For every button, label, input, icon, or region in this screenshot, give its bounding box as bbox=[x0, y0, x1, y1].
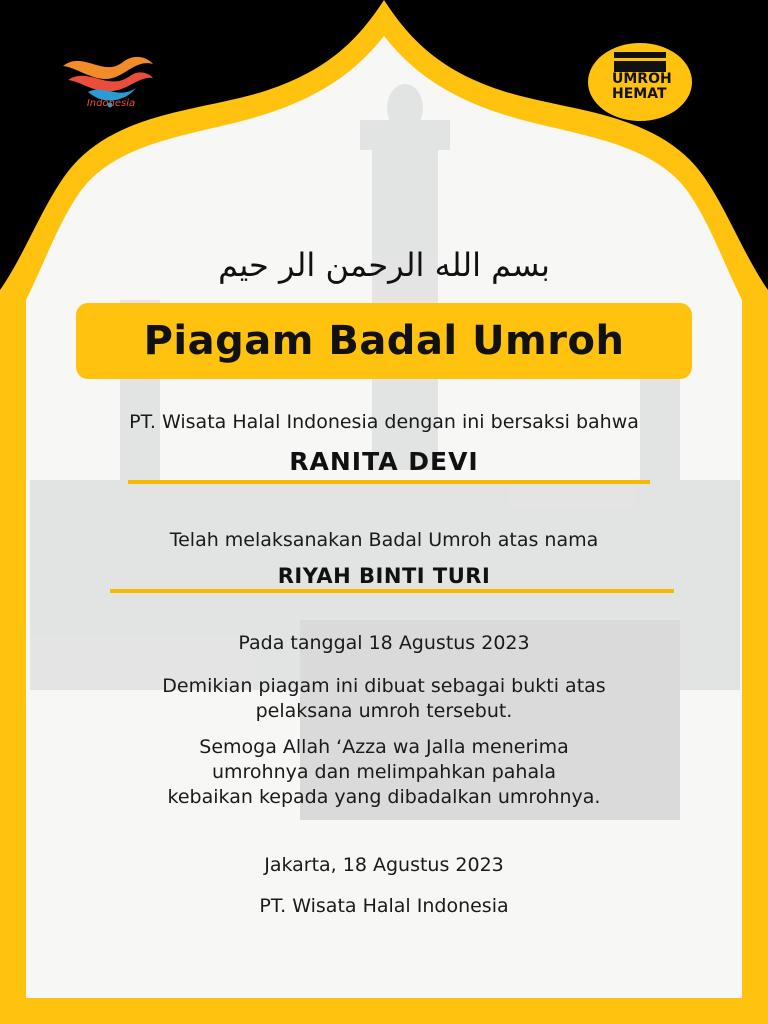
prayer-line-3: kebaikan kepada yang dibadalkan umrohnya. bbox=[167, 786, 601, 808]
wonderful-indonesia-logo bbox=[58, 48, 158, 118]
behalf-name-underline bbox=[110, 589, 674, 593]
witness-statement: PT. Wisata Halal Indonesia dengan ini bersaksi bahwa bbox=[129, 411, 639, 433]
umroh-hemat-logo bbox=[586, 42, 694, 122]
logo-text-hemat: HEMAT bbox=[612, 86, 667, 102]
logo-text-umroh: UMROH bbox=[612, 71, 672, 87]
performed-statement: Telah melaksanakan Badal Umroh atas nama bbox=[169, 529, 599, 551]
company-name: PT. Wisata Halal Indonesia bbox=[259, 895, 509, 917]
prayer-line-1: Semoga Allah ‘Azza wa Jalla menerima bbox=[199, 736, 569, 758]
place-date: Jakarta, 18 Agustus 2023 bbox=[264, 854, 504, 876]
proof-line-1: Demikian piagam ini dibuat sebagai bukti atas bbox=[162, 675, 606, 697]
certificate-title: Piagam Badal Umroh bbox=[143, 318, 625, 364]
performer-name-underline bbox=[128, 480, 650, 484]
logo-caption: Indonesia bbox=[86, 98, 136, 109]
date-statement: Pada tanggal 18 Agustus 2023 bbox=[238, 632, 530, 654]
bismillah-heading: بسم الله الرحمن الر حيم bbox=[218, 246, 550, 284]
performer-name: RANITA DEVI bbox=[289, 447, 479, 476]
behalf-name: RIYAH BINTI TURI bbox=[277, 564, 491, 588]
proof-line-2: pelaksana umroh tersebut. bbox=[255, 700, 513, 722]
title-banner bbox=[76, 303, 692, 379]
prayer-line-2: umrohnya dan melimpahkan pahala bbox=[211, 761, 557, 783]
